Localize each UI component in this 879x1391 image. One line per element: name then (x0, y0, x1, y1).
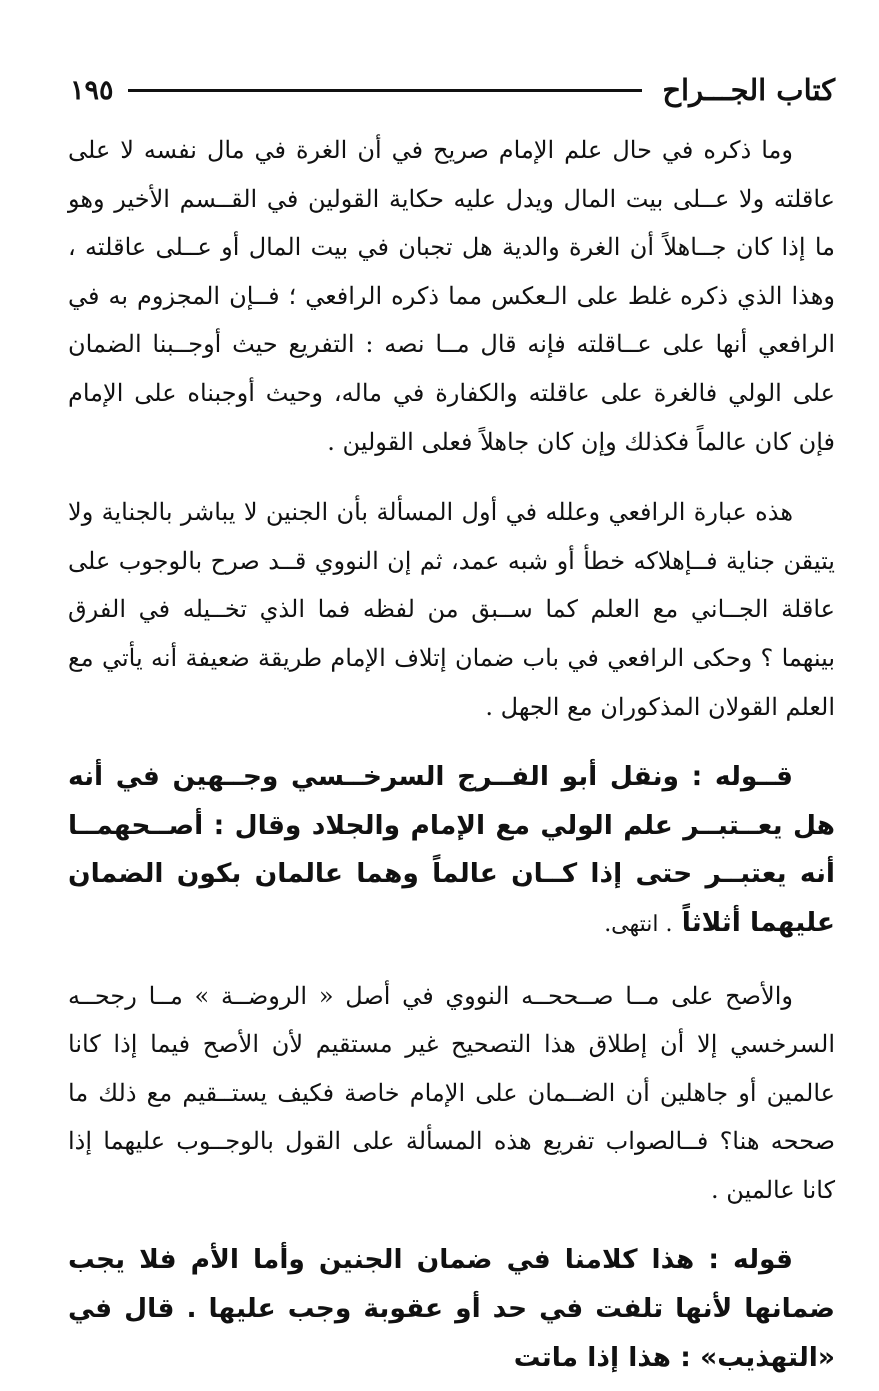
paragraph-text: هذه عبارة الرافعي وعلله في أول المسألة بأن الجنين لا يباشر بالجناية ولا يتيقن جناية فــإهلاكه خطأ أو شبه عمد، ثم إن النووي قــد صرح بالوجوب على عاقلة الجــاني مع العلم كما ســبق من لفظه فما الذي تخــيله في الفرق بينهما ؟ وحكى الرافعي في باب ضمان إتلاف الإمام طريقة ضعيفة أنه يأتي مع العلم القولان المذكوران مع الجهل . (68, 498, 835, 721)
paragraph-gap (68, 731, 835, 753)
page-header (70, 66, 835, 114)
paragraph-text: وما ذكره في حال علم الإمام صريح في أن الغرة في مال نفسه لا على عاقلته ولا عــلى بيت المال ويدل عليه حكاية القولين في القــسم الأخير وهو ما إذا كان جــاهلاً أن الغرة والدية هل تجبان في بيت المال أو عــلى عاقلته ، وهذا الذي ذكره غلط على الـعكس مما ذكره الرافعي ؛ فــإن المجزوم به في الرافعي أنها على عــاقلته فإنه قال مــا نصه : التفريع حيث أوجــبنا الضمان على الولي فالغرة على عاقلته والكفارة في ماله، وحيث أوجبناه على الإمام فإن كان عالماً فكذلك وإن كان جاهلاً فعلى القولين . (68, 136, 835, 456)
paragraph-text: والأصح على مــا صــححــه النووي في أصل « الروضــة » مــا رجحــه السرخسي إلا أن إطلاق هذا التصحيح غير مستقيم لأن الأصح فيما إذا كانا عالمين أو جاهلين أن الضــمان على الإمام خاصة فكيف يستــقيم مع ذلك ما صححه هنا؟ فــالصواب تفريع هذه المسألة على القول بالوجــوب عليهما إذا كانا عالمين . (68, 981, 835, 1204)
paragraph-1 (68, 126, 835, 466)
paragraph-gap (68, 1214, 835, 1236)
page-number: ١٩٥ (70, 74, 114, 106)
paragraph-text: قــوله : ونقل أبو الفــرج السرخــسي وجــهين في أنه هل يعــتبــر علم الولي مع الإمام والجلاد وقال : أصــحهمــا أنه يعتبــر حتى إذا كــان عالماً وهما عالمان بكون الضمان عليهما أثلاثاً (68, 761, 835, 938)
page-body (68, 126, 835, 1382)
paragraph-gap (68, 466, 835, 488)
paragraph-tail: . انتهى. (604, 911, 673, 937)
paragraph-2 (68, 488, 835, 731)
header-rule (128, 89, 643, 92)
paragraph-3 (68, 972, 835, 1215)
paragraph-gap (68, 950, 835, 972)
quoted-statement-2 (68, 1236, 835, 1382)
paragraph-text: قوله : هذا كلامنا في ضمان الجنين وأما الأم فلا يجب ضمانها لأنها تلفت في حد أو عقوبة وجب عليها . قال في «التهذيب» : هذا إذا ماتت (68, 1244, 835, 1373)
quoted-statement-1 (68, 753, 835, 949)
running-title: كتاب الجـــراح (662, 73, 835, 107)
